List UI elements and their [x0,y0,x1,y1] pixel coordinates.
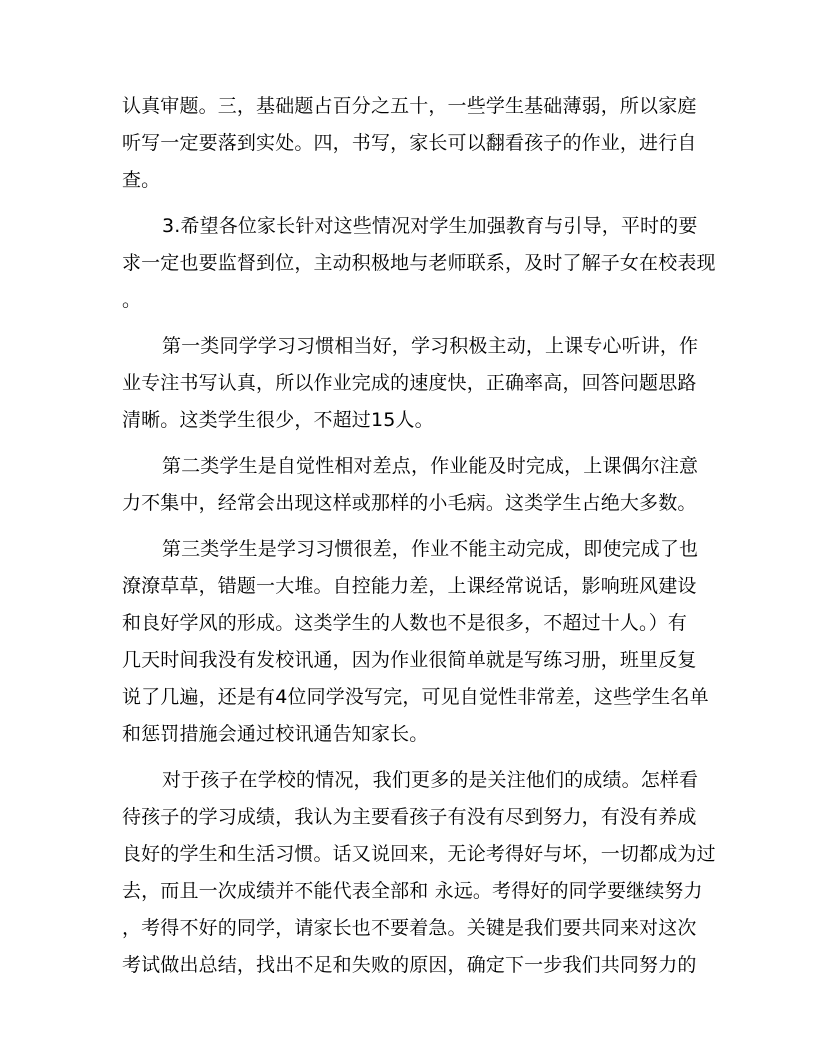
paragraph-start-line: 第三类学生是学习习惯很差，作业不能主动完成，即使完成了也 [162,538,699,560]
text-line: 查。 [122,169,161,191]
document-body [122,88,716,984]
text-line: 考试做出总结，找出不足和失败的原因，确定下一步我们共同努力的 [122,954,697,976]
text-line: 求一定也要监督到位，主动积极地与老师联系，及时了解子女在校表现 [122,252,716,274]
text-line: ，考得不好的同学，请家长也不要着急。关键是我们要共同来对这次 [122,917,697,939]
text-line: 和良好学风的形成。这类学生的人数也不是很多，不超过十人。）有 [122,612,688,634]
text-line: 和惩罚措施会通过校讯通告知家长。 [122,723,429,745]
text-line: 认真审题。三，基础题占百分之五十，一些学生基础薄弱，所以家庭 [122,95,697,117]
text-line: 。 [122,289,142,311]
paragraph-start-line: 第一类同学学习习惯相当好，学习积极主动，上课专心听讲，作 [162,335,699,357]
text-line: 力不集中，经常会出现这样或那样的小毛病。这类学生占绝大多数。 [122,492,697,514]
text-line: 潦潦草草，错题一大堆。自控能力差，上课经常说话，影响班风建设 [122,575,697,597]
text-line: 听写一定要落到实处。四，书写，家长可以翻看孩子的作业，进行自 [122,132,697,154]
text-line: 业专注书写认真，所以作业完成的速度快，正确率高，回答问题思路 [122,372,697,394]
text-line: 清晰。这类学生很少，不超过15人。 [122,409,434,431]
paragraph-start-line: 第二类学生是自觉性相对差点，作业能及时完成，上课偶尔注意 [162,455,699,477]
text-line: 待孩子的学习成绩，我认为主要看孩子有没有尽到努力，有没有养成 [122,806,697,828]
paragraph-start-line: 3.希望各位家长针对这些情况对学生加强教育与引导，平时的要 [162,215,698,237]
paragraph-start-line: 对于孩子在学校的情况，我们更多的是关注他们的成绩。怎样看 [162,769,699,791]
text-line: 去，而且一次成绩并不能代表全部和 永远。考得好的同学要继续努力 [122,880,703,902]
text-line: 说了几遍，还是有4位同学没写完，可见自觉性非常差，这些学生名单 [122,686,709,708]
text-line: 几天时间我没有发校讯通，因为作业很简单就是写练习册，班里反复 [122,649,697,671]
text-line: 良好的学生和生活习惯。话又说回来，无论考得好与坏，一切都成为过 [122,843,716,865]
